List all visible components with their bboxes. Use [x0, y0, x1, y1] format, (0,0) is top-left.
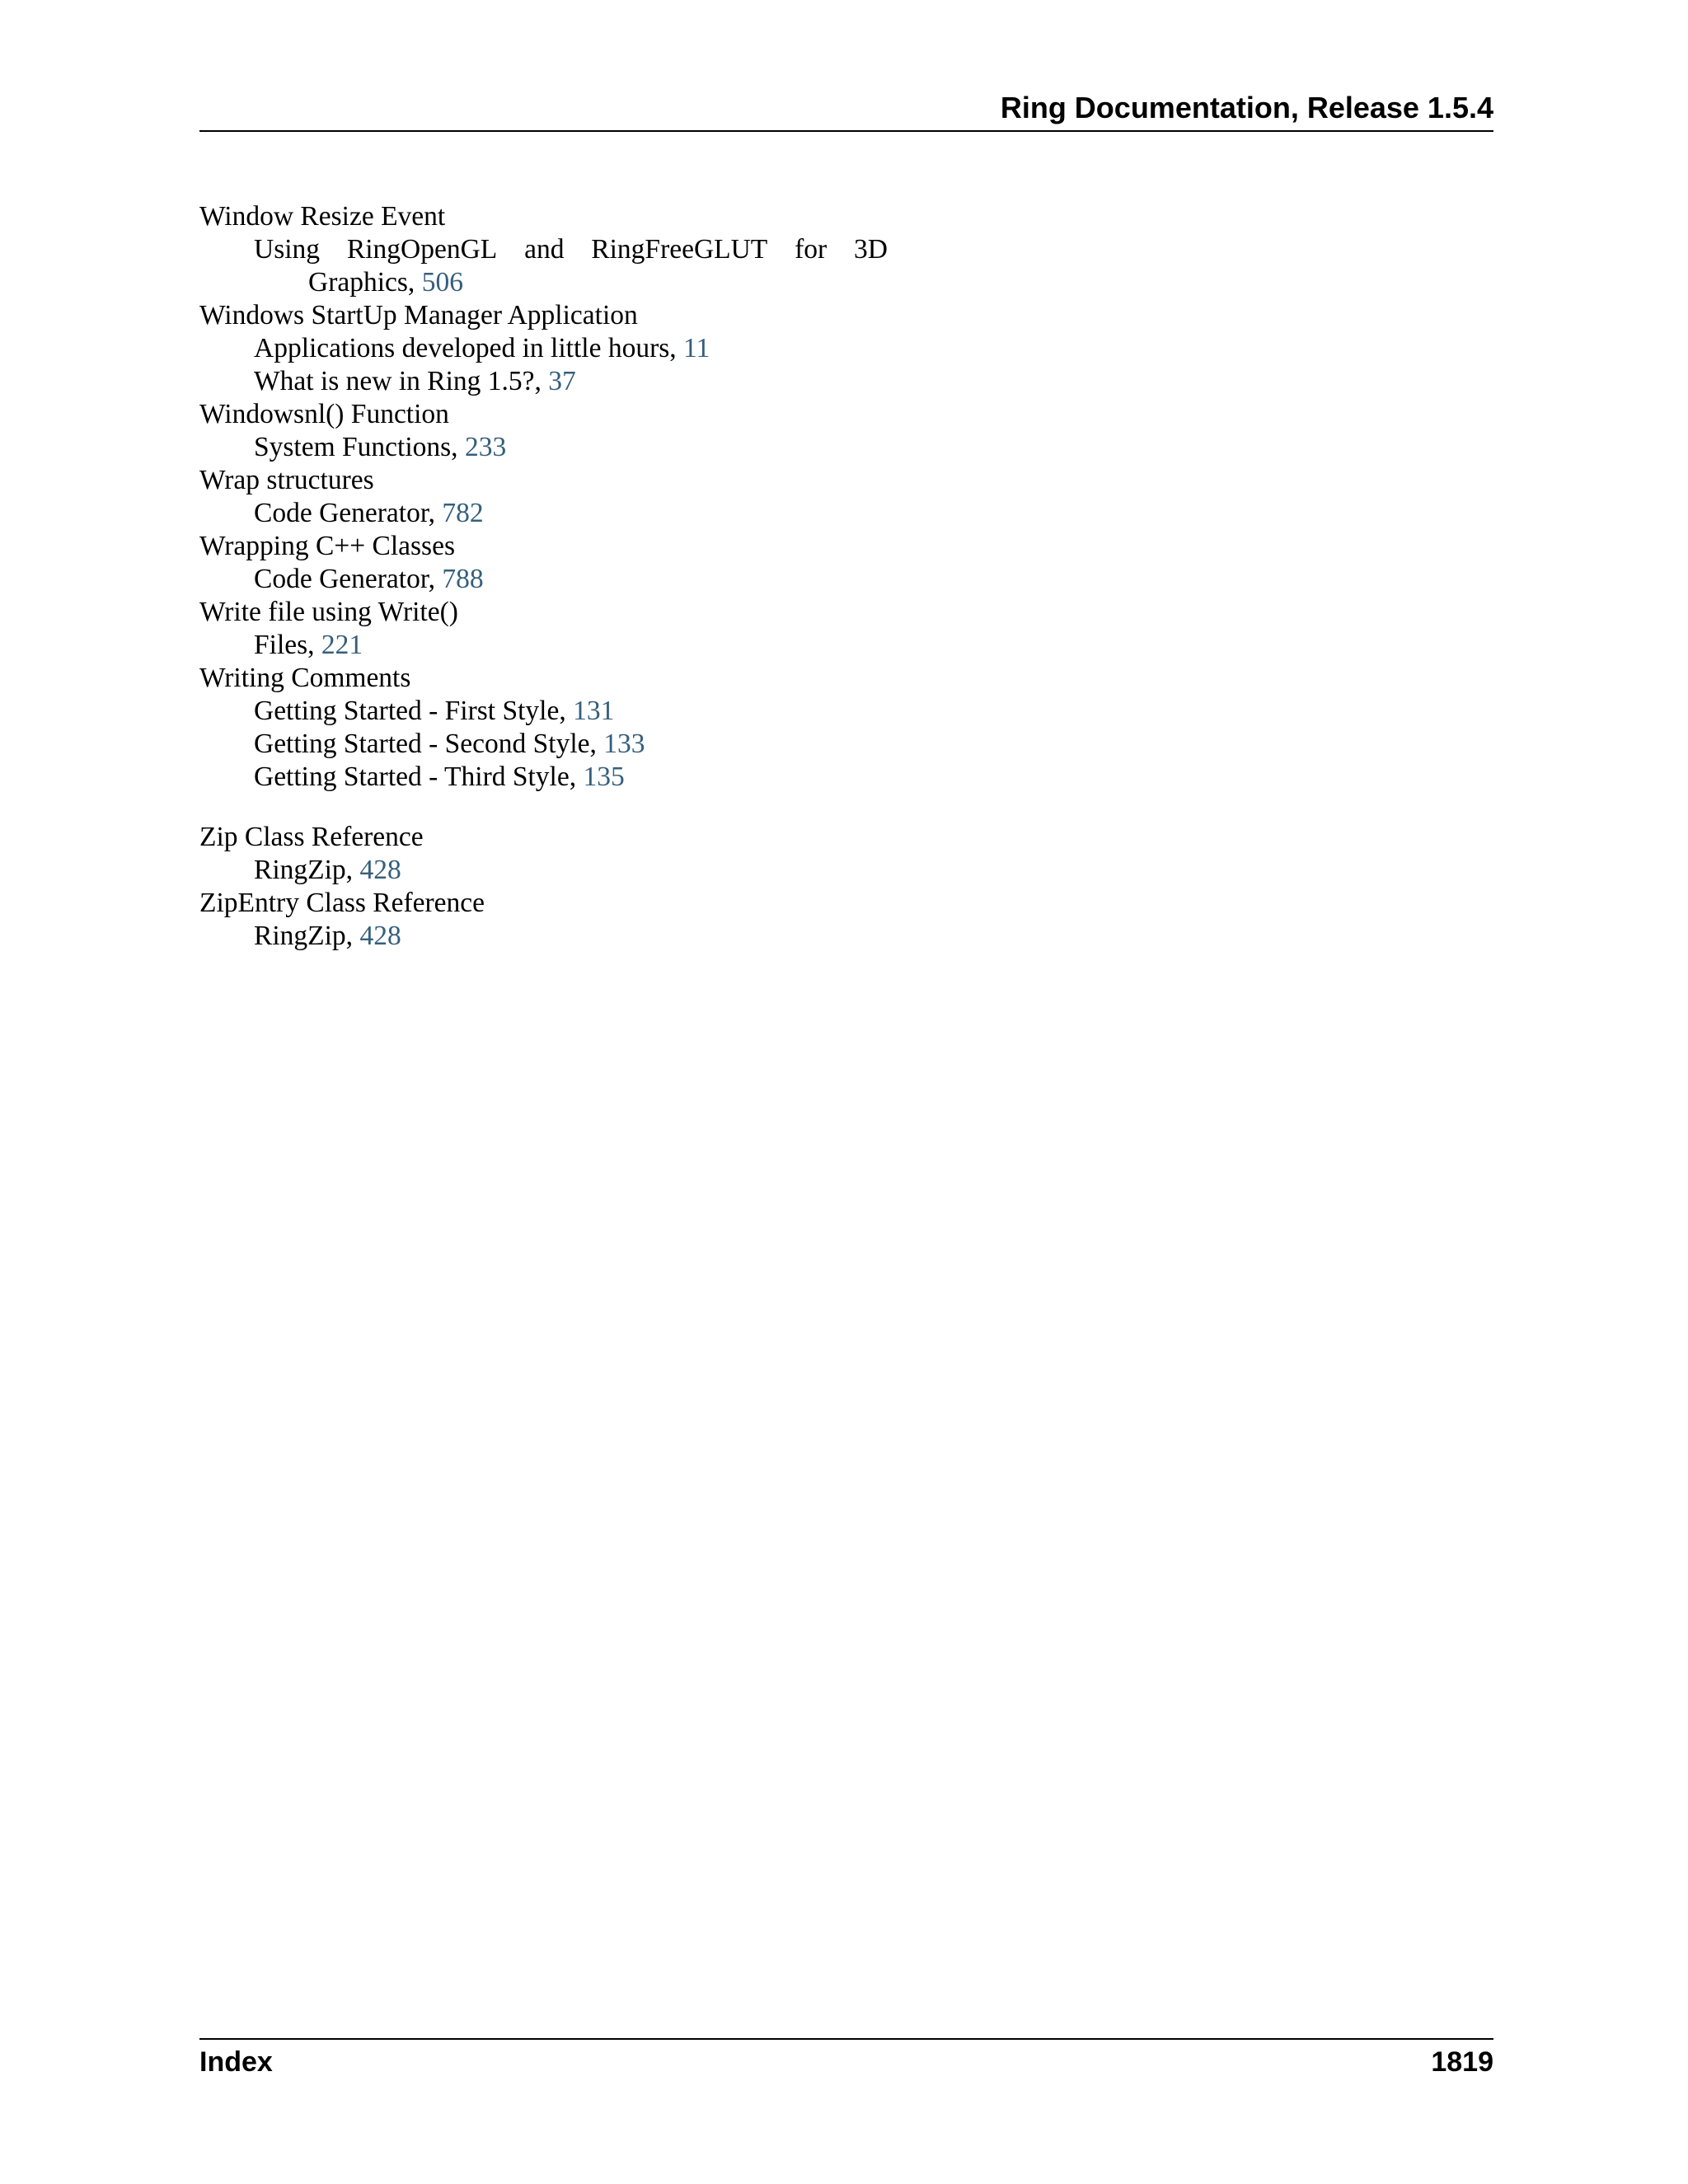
footer-divider — [199, 2038, 1493, 2040]
subentry-word: and — [524, 234, 565, 265]
index-subentry — [199, 920, 1024, 953]
subentry-word: Using — [254, 234, 321, 265]
index-entry — [199, 464, 1024, 530]
index-entry — [199, 200, 1024, 299]
index-term: Wrap structures — [199, 465, 374, 495]
subentry-text: Code Generator, — [254, 498, 436, 528]
page-link[interactable]: 782 — [442, 498, 484, 528]
index-entry — [199, 398, 1024, 464]
subentry-text: Getting Started - Second Style, — [254, 729, 597, 759]
subentry-text: Graphics, — [308, 267, 415, 298]
page-link[interactable]: 233 — [464, 432, 507, 462]
index-term: Window Resize Event — [199, 201, 446, 232]
subentry-text: Getting Started - Third Style, — [254, 762, 577, 792]
header-divider — [199, 130, 1493, 132]
index-subentry — [199, 233, 888, 266]
subentry-text: Code Generator, — [254, 564, 436, 594]
index-subentry — [199, 365, 1024, 398]
page-link[interactable]: 428 — [359, 855, 401, 885]
index-entry — [199, 887, 1024, 953]
index-subentry — [199, 695, 1024, 728]
running-header-title: Ring Documentation, Release 1.5.4 — [1000, 91, 1493, 124]
subentry-text: What is new in Ring 1.5?, — [254, 366, 542, 396]
index-entry — [199, 596, 1024, 662]
footer-page-number: 1819 — [1431, 2046, 1493, 2078]
page-link[interactable]: 428 — [359, 921, 401, 951]
index-subentry — [199, 332, 1024, 365]
subentry-word: 3D — [854, 234, 888, 265]
index-list — [199, 200, 1024, 953]
index-subentry-continuation — [199, 266, 1024, 299]
index-entry — [199, 530, 1024, 596]
index-term: Wrapping C++ Classes — [199, 531, 455, 561]
index-term: Zip Class Reference — [199, 822, 424, 852]
page-link[interactable]: 133 — [603, 729, 645, 759]
subentry-text: System Functions, — [254, 432, 458, 462]
subentry-text: Files, — [254, 630, 315, 660]
index-term: Write file using Write() — [199, 597, 458, 627]
page-link[interactable]: 37 — [548, 366, 576, 396]
index-entry — [199, 662, 1024, 794]
subentry-word: for — [795, 234, 828, 265]
subentry-text: RingZip, — [254, 921, 354, 951]
subentry-word: RingOpenGL — [346, 234, 498, 265]
index-term: Writing Comments — [199, 663, 411, 693]
index-term: Windows StartUp Manager Application — [199, 300, 638, 330]
index-subentry — [199, 728, 1024, 761]
page-link[interactable]: 788 — [442, 564, 484, 594]
page-link[interactable]: 135 — [583, 762, 625, 792]
footer-section-name: Index — [199, 2046, 273, 2078]
page-link[interactable]: 131 — [573, 696, 615, 726]
index-entry — [199, 299, 1024, 398]
index-subentry — [199, 854, 1024, 887]
page-link[interactable]: 221 — [321, 630, 363, 660]
letter-group-gap — [199, 794, 1024, 821]
index-subentry — [199, 761, 1024, 794]
subentry-text: Applications developed in little hours, — [254, 333, 677, 363]
index-subentry — [199, 497, 1024, 530]
page-link[interactable]: 506 — [421, 267, 463, 298]
index-entry — [199, 821, 1024, 887]
index-subentry — [199, 431, 1024, 464]
subentry-text: Getting Started - First Style, — [254, 696, 566, 726]
index-subentry — [199, 563, 1024, 596]
index-term: Windowsnl() Function — [199, 399, 449, 429]
index-subentry — [199, 629, 1024, 662]
page-link[interactable]: 11 — [683, 333, 710, 363]
subentry-text: RingZip, — [254, 855, 354, 885]
index-term: ZipEntry Class Reference — [199, 888, 485, 918]
subentry-word: RingFreeGLUT — [591, 234, 768, 265]
